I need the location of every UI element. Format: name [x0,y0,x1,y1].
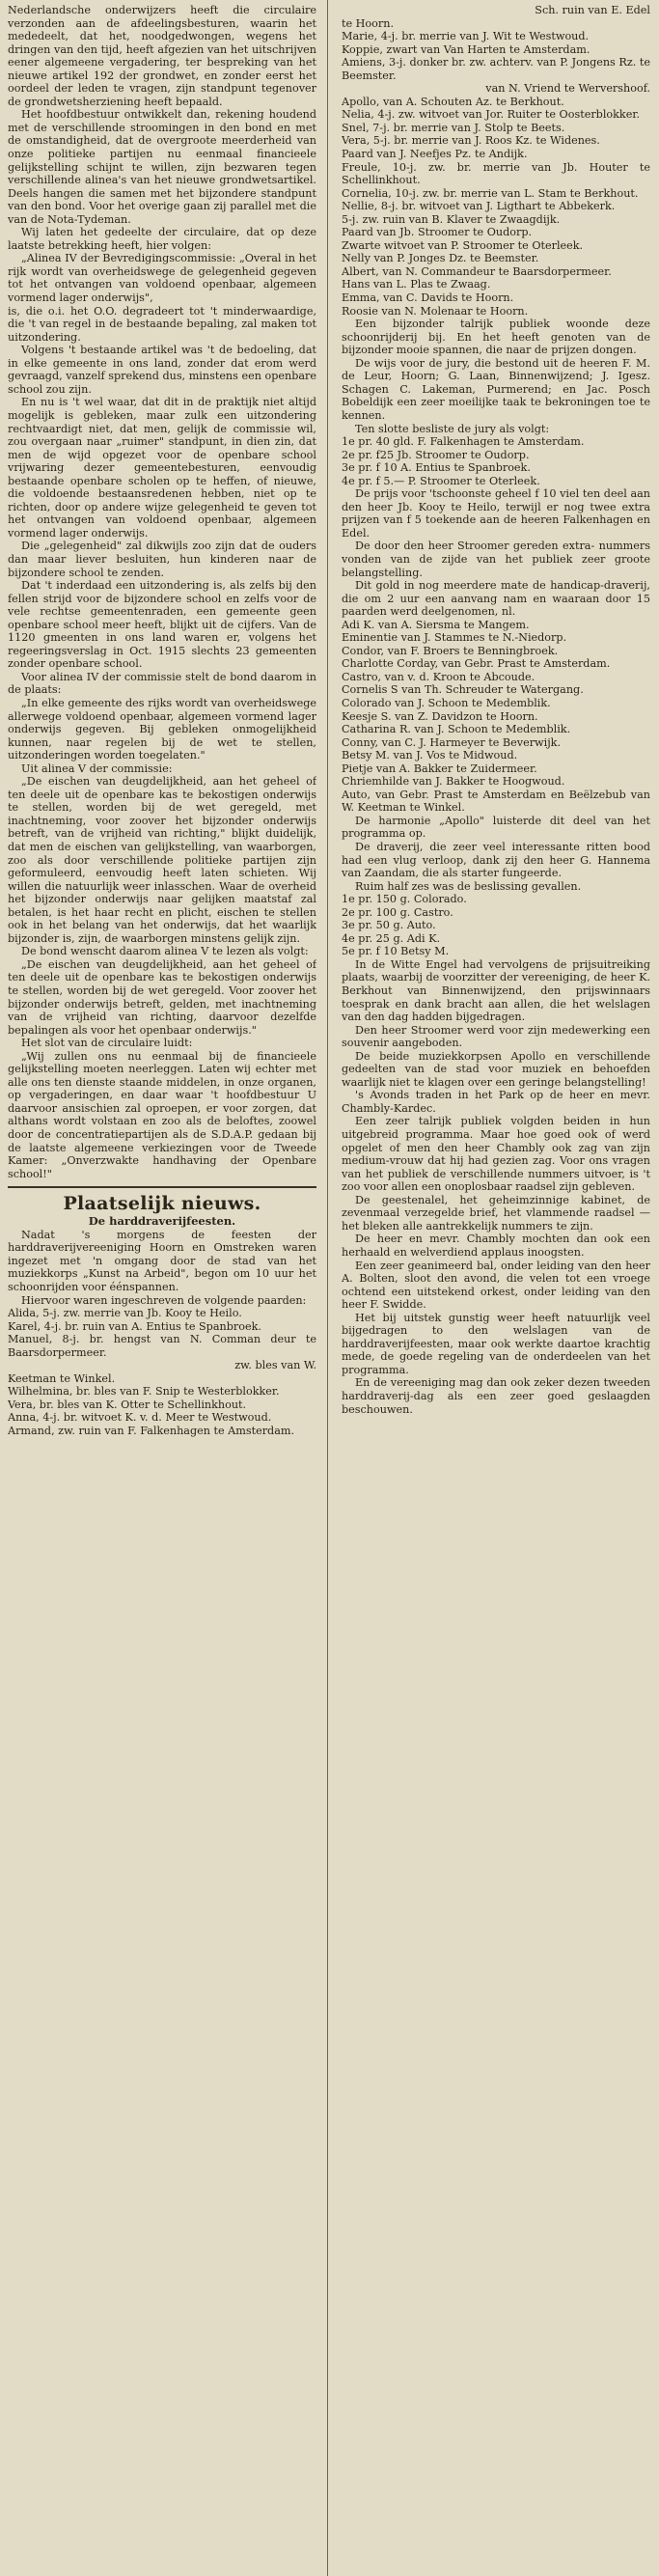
article-quote: „In elke gemeente des rijks wordt van overheidswege allerwege voldoend openbaar, algemeen vormend lager onderwijs gegeven. Bij gebleken onmogelijkheid kunnen, naar regelen bij de wet te stellen, uitzonderingen worden toegelaten." [8,696,316,762]
list-item: Castro, van v. d. Kroon te Abcoude. [342,670,535,683]
article-paragraph: De door den heer Stroomer gereden extra- nummers vonden van de zijde van het publiek zeer groote belangstelling. [342,540,650,579]
section-title: Plaatselijk nieuws. [63,1193,261,1215]
article-paragraph: De beide muziekkorpsen Apollo en verschillende gedeelten van de stad voor muziek en behoefden waarlijk niet te klagen over een geringe belangstelling! [342,1049,650,1089]
article-paragraph: En de vereeniging mag dan ook zeker dezen tweeden harddraverij-dag als een zeer goed geslaagden beschouwen. [342,1376,650,1416]
list-item: 4e pr. 25 g. Adi K. [342,931,441,945]
article-paragraph: Een bijzonder talrijk publiek woonde deze schoonrijderij bij. En het heeft genoten van de bijzonder mooie spannen, die naar de prijzen dongen. [342,318,650,357]
article-headline: De harddraverijfeesten. [88,1214,236,1229]
list-item: Vera, br. bles van K. Otter te Schellinkhout. [8,1398,247,1411]
article-paragraph: Een zeer talrijk publiek volgden beiden in hun uitgebreid programma. Maar hoe goed ook of werd opgelet of men den heer Chambly ook zag van zijn medium-vrouw dat hij had gezien zag. Voor ons vragen van het publiek de verschillende nummers uitvoer, is 't zoo voor allen een onoplosbaar raadsel zijn gebleven. [342,1115,650,1194]
article-paragraph: En nu is 't wel waar, dat dit in de praktijk niet altijd mogelijk is gebleken, maar zulk een uitzondering rechtvaardigt niet, dat men, gelijk de commissie wil, zou overgaan naar „ruimer" standpunt, in dien zin, dat men de wijd opgezet voor de openbare school vrijwaring dezer gemeentebesturen, eenvoudig bestaande openbare scholen op te heffen, of nieuwe, die voldoende bestaansredenen hebben, niet op te richten, door op andere wijze gelegenheid te geven tot het ontvangen van voldoend openbaar, algemeen vormend lager onderwijs. [8,396,316,540]
list-item: Paard van J. Neefjes Pz. te Andijk. [342,148,528,161]
list-item: Alida, 5-j. zw. merrie van Jb. Kooy te Heilo. [8,1307,242,1320]
article-paragraph: Nadat 's morgens de feesten der harddraverijvereeniging Hoorn en Omstreken waren ingezet met 'n omgang door de stad van het muziekkorps „Kunst na Arbeid", begon om 10 uur het schoonrijden voor éénspannen. [8,1228,316,1293]
list-item: Albert, van N. Commandeur te Baarsdorpermeer. [342,264,612,278]
article-paragraph: De draverij, die zeer veel interessante ritten bood had een vlug verloop, dank zij den heer G. Hannema van Zaandam, die als starter fungeerde. [342,841,650,880]
article-paragraph: is, die o.i. het O.O. degradeert tot 't minderwaardige, die 't van regel in de bestaande bepaling, zal maken tot uitzondering. [8,304,316,344]
article-paragraph: De prijs voor 'tschoonste geheel f 10 viel ten deel aan den heer Jb. Kooy te Heilo, terwijl er nog twee extra prijzen van f 5 toekende aan de heeren Falkenhagen en Edel. [342,487,650,540]
article-paragraph: Ruim half zes was de beslissing gevallen. [355,879,582,893]
article-paragraph: De wijs voor de jury, die bestond uit de heeren F. M. de Leur, Hoorn; G. Laan, Binnenwijzend; J. Igesz. Schagen C. Lakeman, Purmerend; en Jac. Posch Bobeldijk een zeer moeilijke taak te bekroningen toe te kennen. [342,356,650,422]
list-item: Roosie van N. Molenaar te Hoorn. [342,304,529,318]
list-item: van N. Vriend te Wervershoof. [485,82,650,96]
article-paragraph: Voor alinea IV der commissie stelt de bond daarom in de plaats: [8,670,316,697]
list-item: Marie, 4-j. br. merrie van J. Wit te Westwoud. [342,30,590,43]
list-item: Keetman te Winkel. [8,1371,116,1385]
article-paragraph: De bond wenscht daarom alinea V te lezen als volgt: [21,945,309,958]
article-quote: „Wij zullen ons nu eenmaal bij de financieele gelijkstelling moeten neerleggen. Laten wij echter met alle ons ten dienste staande middelen, in onze organen, op vergaderingen, en daar waar 't hoofdbestuur U daarvoor ansischien zal oproepen, er voor zorgen, dat althans wordt volstaan en zoo als de beloftes, zoowel door de concentratiepartijen als de S.D.A.P. gedaan bij de laatste algemeene verkiezingen voor de Tweede Kamer: „Onverzwakte handhaving der Openbare school!" [8,1049,316,1180]
article-paragraph: Het slot van de circulaire luidt: [21,1037,193,1050]
article-paragraph: Het hoofdbestuur ontwikkelt dan, rekening houdend met de verschillende stroomingen in den bond en met de omstandigheid, dat de overgroote meerderheid van onze politieke partijen nu eenmaal financieele gelijkstelling schijnt te willen, zijn bezwaren tegen verschillende alinea's van het nieuwe grondwetsartikel. Deels hangen die samen met het bijzondere standpunt van den bond. Voor het overige gaan zij parallel met die van de Nota-Tydeman. [8,108,316,226]
list-item: Armand, zw. ruin van F. Falkenhagen te Amsterdam. [8,1424,295,1437]
list-item: Paard van Jb. Stroomer te Oudorp. [342,226,533,239]
article-paragraph: Dat 't inderdaad een uitzondering is, als zelfs bij den fellen strijd voor de bijzondere school en zelfs voor de vele rechtse gemeentenraden, een gemeente geen openbare school meer heeft, blijkt uit de cijfers. Van de 1120 gmeenten in ons land waren er, volgens het regeeringsverslag in Oct. 1915 slechts 23 gemeenten zonder openbare school. [8,579,316,671]
list-item: 2e pr. 100 g. Castro. [342,905,453,919]
list-item: Condor, van F. Broers te Benningbroek. [342,644,559,657]
list-item: 1e pr. 40 gld. F. Falkenhagen te Amsterdam. [342,435,585,449]
article-paragraph: Een zeer geanimeerd bal, onder leiding van den heer A. Bolten, sloot den avond, die velen tot een vroege ochtend een uitstekend orkest, onder leiding van den heer F. Swidde. [342,1259,650,1312]
list-item: Cornelis S van Th. Schreuder te Watergang. [342,683,584,697]
list-item: 5-j. zw. ruin van B. Klaver te Zwaagdijk. [342,212,561,226]
article-quote: „De eischen van deugdelijkheid, aan het geheel of ten deele uit de openbare kas te bekostigen onderwijs te stellen, worden bij de wet geregeld, met inachtneming, voor zoover het bijzonder onderwijs betreft, van de vrijheid van richting," blijkt duidelijk, dat men de eischen van gelijkstelling, van waarborgen, zoo als door verschillende politieke partijen zijn geformuleerd, eenvoudig heeft laten schieten. Wij willen die natuurlijk weer inlasschen. Waar de overheid het bijzonder onderwijs naar gelijken maatstaf zal betalen, is het haar recht en plicht, eischen te stellen ook in het belang van het onderwijs, dat het waarlijk bijzonder is, zijn, de waarborgen minstens gelijk zijn. [8,775,316,945]
list-item: 3e pr. f 10 A. Entius te Spanbroek. [342,461,531,475]
list-item: Colorado van J. Schoon te Medemblik. [342,696,551,709]
list-item: Vera, 5-j. br. merrie van J. Roos Kz. te Widenes. [342,134,600,148]
list-item: Freule, 10-j. zw. br. merrie van Jb. Houter te Schellinkhout. [342,160,650,187]
list-item: te Hoorn. [342,16,395,30]
section-divider [8,1186,316,1188]
article-paragraph: Het bij uitstek gunstig weer heeft natuurlijk veel bijgedragen to den welslagen van de harddraverijfeesten, maar ook werkte daartoe krachtig mede, de goede regeling van de onderdeelen van het programma. [342,1311,650,1376]
article-paragraph: Den heer Stroomer werd voor zijn medewerking een souvenir aangeboden. [342,1023,650,1050]
article-paragraph: Hiervoor waren ingeschreven de volgende paarden: [21,1293,307,1307]
list-item: 2e pr. f25 Jb. Stroomer te Oudorp. [342,448,530,461]
list-item: 5e pr. f 10 Betsy M. [342,945,450,958]
list-item: Karel, 4-j. br. ruin van A. Entius te Spanbroek. [8,1319,261,1333]
list-item: 4e pr. f 5.— P. Stroomer te Oterleek. [342,474,540,487]
list-item: zw. bles van W. [234,1359,316,1372]
list-item: Adi K. van A. Siersma te Mangem. [342,618,530,631]
article-paragraph: 's Avonds traden in het Park op de heer en mevr. Chambly-Kardec. [342,1089,650,1115]
list-item: Chriemhilde van J. Bakker te Hoogwoud. [342,775,565,789]
list-item: Emma, van C. Davids te Hoorn. [342,291,514,305]
article-paragraph: De heer en mevr. Chambly mochten dan ook een herhaald en welverdiend applaus inoogsten. [342,1233,650,1259]
article-paragraph: Nederlandsche onderwijzers heeft die circulaire verzonden aan de afdeelingsbesturen, waarin het mededeelt, dat het, noodgedwongen, wegens het dringen van den tijd, heeft afgezien van het uitschrijven eener algemeene vergadering, ter bespreking van het nieuwe artikel 192 der grondwet, en zonder eerst het oordeel der leden te vragen, zijn standpunt tegenover de grondwetsherziening heeft bepaald. [8,4,316,108]
list-item: Hans van L. Plas te Zwaag. [342,278,491,291]
list-item: 3e pr. 50 g. Auto. [342,919,436,932]
list-item: Pietje van A. Bakker te Zuidermeer. [342,762,537,775]
list-item: Wilhelmina, br. bles van F. Snip te Westerblokker. [8,1385,280,1399]
list-item: Manuel, 8-j. br. hengst van N. Comman deur te Baarsdorpermeer. [8,1333,316,1359]
list-item: Anna, 4-j. br. witvoet K. v. d. Meer te Westwoud. [8,1411,272,1425]
article-quote: „De eischen van deugdelijkheid, aan het geheel of ten deele uit de openbare kas te bekostigen onderwijs te stellen, worden bij de wet geregeld. Voor zoover het bijzonder onderwijs betreft, gelden, met inachtneming van de vrijheid van richting, daarvoor dezelfde bepalingen als voor het openbaar onderwijs." [8,957,316,1037]
article-paragraph: De geestenalel, het geheimzinnige kabinet, de zevenmaal verzegelde brief, het vlammende raadsel — het bleken alle aantrekkelijk nummers te zijn. [342,1193,650,1233]
left-column [8,4,316,2571]
list-item: Zwarte witvoet van P. Stroomer te Oterleek. [342,238,584,252]
list-item: Cornelia, 10-j. zw. br. merrie van L. Stam te Berkhout. [342,186,639,200]
list-item: Koppie, zwart van Van Harten te Amsterdam. [342,42,590,56]
list-item: Eminentie van J. Stammes te N.-Niedorp. [342,631,567,645]
article-paragraph: In de Witte Engel had vervolgens de prijsuitreiking plaats, waarbij de voorzitter der vereeniging, de heer K. Berkhout van Binnenwijzend, den prijswinnaars toesprak en dank bracht aan allen, die het welslagen van den dag hadden bijgedragen. [342,957,650,1024]
article-paragraph: De harmonie „Apollo" luisterde dit deel van het programma op. [342,814,650,841]
article-paragraph: Ten slotte besliste de jury als volgt: [355,422,550,435]
article-quote: „Alinea IV der Bevredigingscommissie: „Overal in het rijk wordt van overheidswege de gelegenheid gegeven tot het ontvangen van voldoend openbaar, algemeen vormend lager onderwijs", [8,252,316,305]
list-item: Betsy M. van J. Vos te Midwoud. [342,749,518,762]
list-item: Nelia, 4-j. zw. witvoet van Jor. Ruiter te Oosterblokker. [342,108,641,122]
article-paragraph: Volgens 't bestaande artikel was 't de bedoeling, dat in elke gemeente in ons land, zonder dat erom werd gevraagd, vanzelf sprekend dus, minstens een openbare school zou zijn. [8,344,316,396]
list-item: Amiens, 3-j. donker br. zw. achterv. van P. Jongens Rz. te Beemster. [342,56,650,82]
article-paragraph: Die „gelegenheid" zal dikwijls zoo zijn dat de ouders dan maar liever besluiten, hun kinderen naar de bijzondere school te zenden. [8,540,316,579]
article-paragraph: Wij laten het gedeelte der circulaire, dat op deze laatste betrekking heeft, hier volgen: [8,226,316,252]
list-item: Conny, van C. J. Harmeyer te Beverwijk. [342,735,562,749]
list-item: Snel, 7-j. br. merrie van J. Stolp te Beets. [342,121,565,134]
list-item: 1e pr. 150 g. Colorado. [342,893,467,906]
article-paragraph: Dit gold in nog meerdere mate de handicap-draverij, die om 2 uur een aanvang nam en waaraan door 15 paarden werd deelgenomen, nl. [342,579,650,619]
list-item: Apollo, van A. Schouten Az. te Berkhout. [342,95,564,108]
list-item: Charlotte Corday, van Gebr. Prast te Amsterdam. [342,657,611,671]
list-item: Auto, van Gebr. Prast te Amsterdam en Beëlzebub van W. Keetman te Winkel. [342,788,650,815]
column-rule [327,0,328,2576]
list-item: Sch. ruin van E. Edel [535,4,650,16]
list-item: Keesje S. van Z. Davidzon te Hoorn. [342,709,538,723]
list-item: Nellie, 8-j. br. witvoet van J. Ligthart te Abbekerk. [342,200,616,213]
list-item: Nelly van P. Jonges Dz. te Beemster. [342,252,539,265]
article-paragraph: Uit alinea V der commissie: [21,762,173,775]
list-item: Catharina R. van J. Schoon te Medemblik. [342,723,571,736]
right-column [342,4,650,2571]
